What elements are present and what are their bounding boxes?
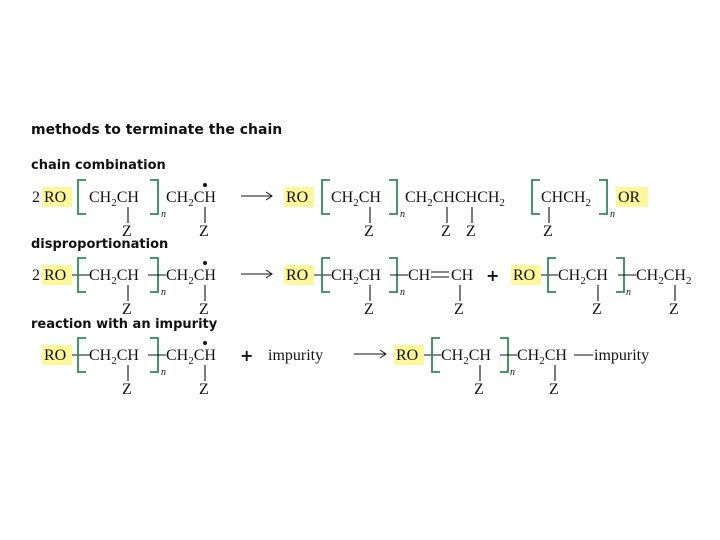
z-group: Z — [474, 381, 484, 398]
monomer-unit: $CH_2CH$ — [331, 267, 381, 287]
z-group: Z — [122, 301, 132, 318]
junction-unit: $CH_2CHCHCH_2$ — [405, 189, 505, 209]
radical-unit: $CH_2CH$ — [166, 347, 216, 367]
z-group: Z — [199, 223, 209, 240]
left-bracket — [532, 180, 540, 214]
z-group: Z — [592, 301, 602, 318]
vinyl-ch: CH — [408, 267, 431, 284]
z-group: Z — [122, 381, 132, 398]
ro-group: RO — [44, 267, 67, 284]
reaction-combination — [32, 180, 648, 240]
ro-group: RO — [44, 347, 67, 364]
plus-sign: + — [486, 266, 500, 285]
repeat-n: n — [161, 209, 166, 220]
repeat-n: n — [161, 287, 166, 298]
monomer-unit: $CH_2CH$ — [89, 189, 139, 209]
heading-reaction-with-impurity: reaction with an impurity — [31, 317, 218, 332]
saturated-end-unit: $CH_2CH_2$ — [636, 267, 692, 287]
impurity-reactant: impurity — [268, 347, 324, 364]
radical-unit: $CH_2CH$ — [166, 189, 216, 209]
monomer-unit: $CH_2CH$ — [441, 347, 491, 367]
or-group: OR — [618, 189, 641, 206]
ro-group: RO — [286, 267, 309, 284]
heading-chain-combination: chain combination — [31, 158, 166, 173]
repeat-n: n — [400, 287, 405, 298]
z-group: Z — [454, 301, 464, 318]
right-bracket — [389, 180, 397, 214]
right-bracket — [599, 180, 607, 214]
radical-dot — [203, 183, 207, 187]
ro-group: RO — [396, 347, 419, 364]
monomer-unit-reversed: $CHCH_2$ — [541, 189, 591, 209]
z-group: Z — [543, 223, 553, 240]
ro-group: RO — [44, 189, 67, 206]
vinyl-ch: CH — [451, 267, 474, 284]
heading-disproportionation: disproportionation — [31, 237, 169, 252]
coefficient: 2 — [32, 267, 40, 284]
reaction-impurity — [42, 338, 649, 398]
z-group: Z — [364, 301, 374, 318]
z-group: Z — [466, 223, 476, 240]
z-group: Z — [199, 301, 209, 318]
reaction-arrow — [241, 270, 272, 278]
monomer-unit: $CH_2CH$ — [89, 347, 139, 367]
repeat-n: n — [510, 367, 515, 378]
left-bracket — [78, 180, 86, 214]
left-bracket — [322, 180, 330, 214]
repeat-n: n — [400, 209, 405, 220]
monomer-unit: $CH_2CH$ — [558, 267, 608, 287]
plus-sign: + — [240, 346, 254, 365]
z-group: Z — [364, 223, 374, 240]
section-title: methods to terminate the chain — [31, 122, 283, 138]
radical-dot — [203, 261, 207, 265]
z-group: Z — [122, 223, 132, 240]
repeat-n: n — [610, 209, 615, 220]
radical-unit: $CH_2CH$ — [166, 267, 216, 287]
repeat-n: n — [161, 367, 166, 378]
reaction-arrow — [241, 192, 272, 200]
z-group: Z — [199, 381, 209, 398]
reaction-arrow — [354, 350, 386, 358]
z-group: Z — [669, 301, 679, 318]
right-bracket — [150, 180, 158, 214]
radical-dot — [203, 341, 207, 345]
reaction-disproportionation — [32, 258, 691, 318]
monomer-unit: $CH_2CH$ — [331, 189, 381, 209]
z-group: Z — [549, 381, 559, 398]
monomer-unit: $CH_2CH$ — [89, 267, 139, 287]
ro-group: RO — [513, 267, 536, 284]
end-unit: $CH_2CH$ — [517, 347, 567, 367]
ro-group: RO — [286, 189, 309, 206]
z-group: Z — [441, 223, 451, 240]
repeat-n: n — [626, 287, 631, 298]
impurity-product: impurity — [594, 347, 650, 364]
coefficient: 2 — [32, 189, 40, 206]
